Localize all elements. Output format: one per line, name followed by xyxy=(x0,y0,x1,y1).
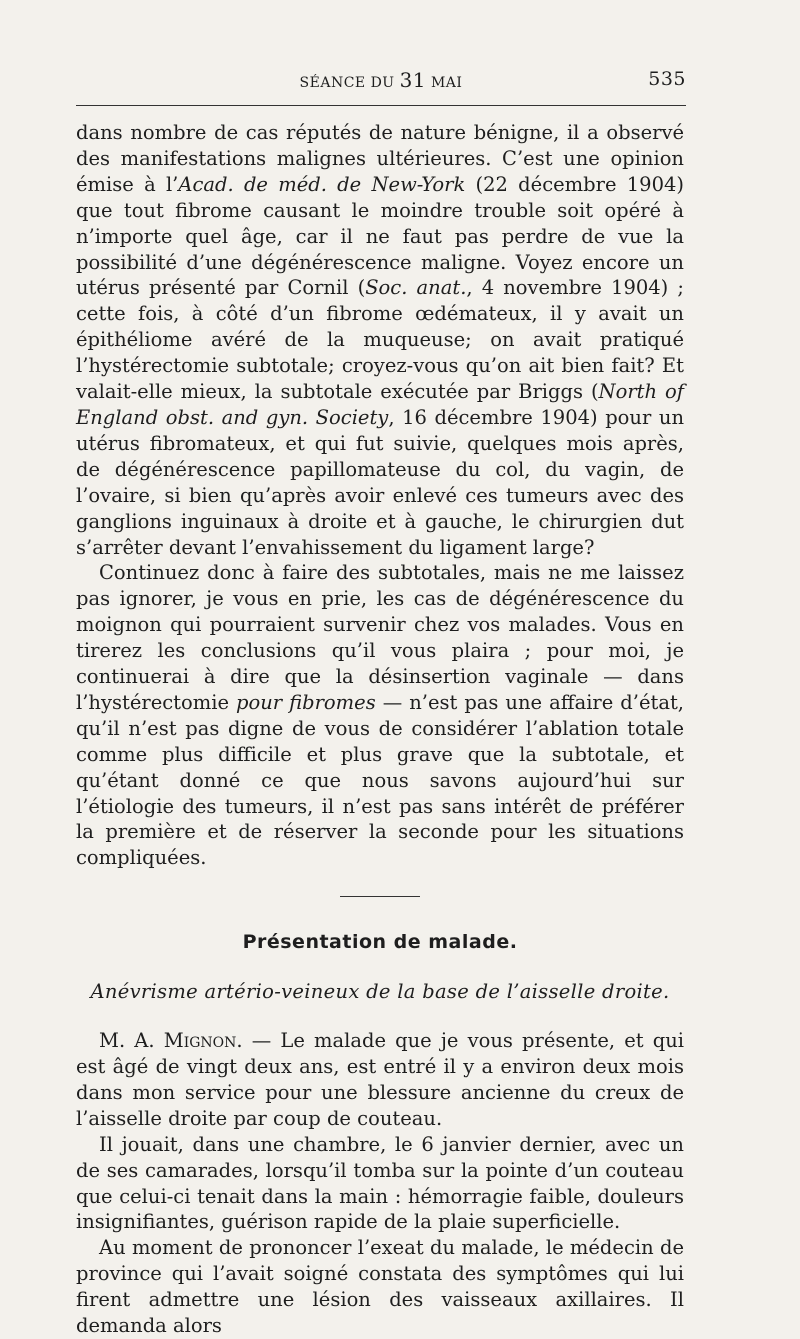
header-rule xyxy=(76,105,686,106)
page-number: 535 xyxy=(648,68,686,90)
main-text xyxy=(76,120,684,1339)
header-title xyxy=(76,68,686,92)
paragraph-4: Il jouait, dans une chambre, le 6 janvier dernier, avec un de ses camarades, lorsqu’il tomba sur la pointe d’un couteau que celui-ci tenait dans la main : hémorragie faible, douleurs insignifiantes, guérison rapide de la plaie superficielle. xyxy=(76,1132,684,1234)
paragraph-1: dans nombre de cas réputés de nature bénigne, il a observé des manifestations malignes ultérieures. C’est une opinion émise à l’Acad. de méd. de New-York (22 décembre 1904) que tout fibrome causant le moindre trouble soit opéré à n’importe quel âge, car il ne faut pas perdre de vue la possibilité d’une dégénérescence maligne. Voyez encore un utérus présenté par Cornil (Soc. anat., 4 novembre 1904) ; cette fois, à côté d’un fibrome œdémateux, il y avait un épithéliome avéré de la muqueuse; on avait pratiqué l’hystérectomie subtotale; croyez-vous qu’on ait bien fait? Et valait-elle mieux, la subtotale exécutée par Briggs (North of England obst. and gyn. Society, 16 décembre 1904) pour un utérus fibromateux, et qui fut suivie, quelques mois après, de dégénérescence papillomateuse du col, du vagin, de l’ovaire, si bien qu’après avoir enlevé ces tumeurs avec des ganglions inguinaux à droite et à gauche, le chirurgien dut s’arrêter devant l’envahissement du ligament large? xyxy=(76,121,684,559)
header-title-month: MAI xyxy=(426,75,463,91)
section-title: Présentation de malade. xyxy=(242,931,518,954)
header-title-date: 31 xyxy=(399,68,427,92)
speaker-name: M. A. Mignon. xyxy=(99,1029,243,1053)
header-title-pre: SÉANCE DU xyxy=(299,75,400,91)
section-subtitle: Anévrisme artério-veineux de la base de l’aisselle droite. xyxy=(90,980,670,1004)
paragraph-3: M. A. Mignon. — Le malade que je vous présente, et qui est âgé de vingt deux ans, est entré il y a environ deux mois dans mon service pour une blessure ancienne du creux de l’aisselle droite par coup de couteau. xyxy=(76,1029,685,1130)
paragraph-2: Continuez donc à faire des subtotales, mais ne me laissez pas ignorer, je vous en prie, les cas de dégénérescence du moignon qui pourraient survenir chez vos malades. Vous en tirerez les conclusions qu’il vous plaira ; pour moi, je continuerai à dire que la désinsertion vaginale — dans l’hystérectomie pour fibromes — n’est pas une affaire d’état, qu’il n’est pas digne de vous de considérer l’ablation totale comme plus difficile et plus grave que la subtotale, et qu’étant donné ce que nous savons aujourd’hui sur l’étiologie des tumeurs, il n’est pas sans intérêt de préférer la première et de réserver la seconde pour les situations compliquées. xyxy=(76,561,684,870)
section-separator xyxy=(340,896,420,897)
paragraph-5: Au moment de prononcer l’exeat du malade, le médecin de province qui l’avait soigné constata des symptômes qui lui firent admettre une lésion des vaisseaux axillaires. Il demanda alors xyxy=(76,1236,684,1338)
